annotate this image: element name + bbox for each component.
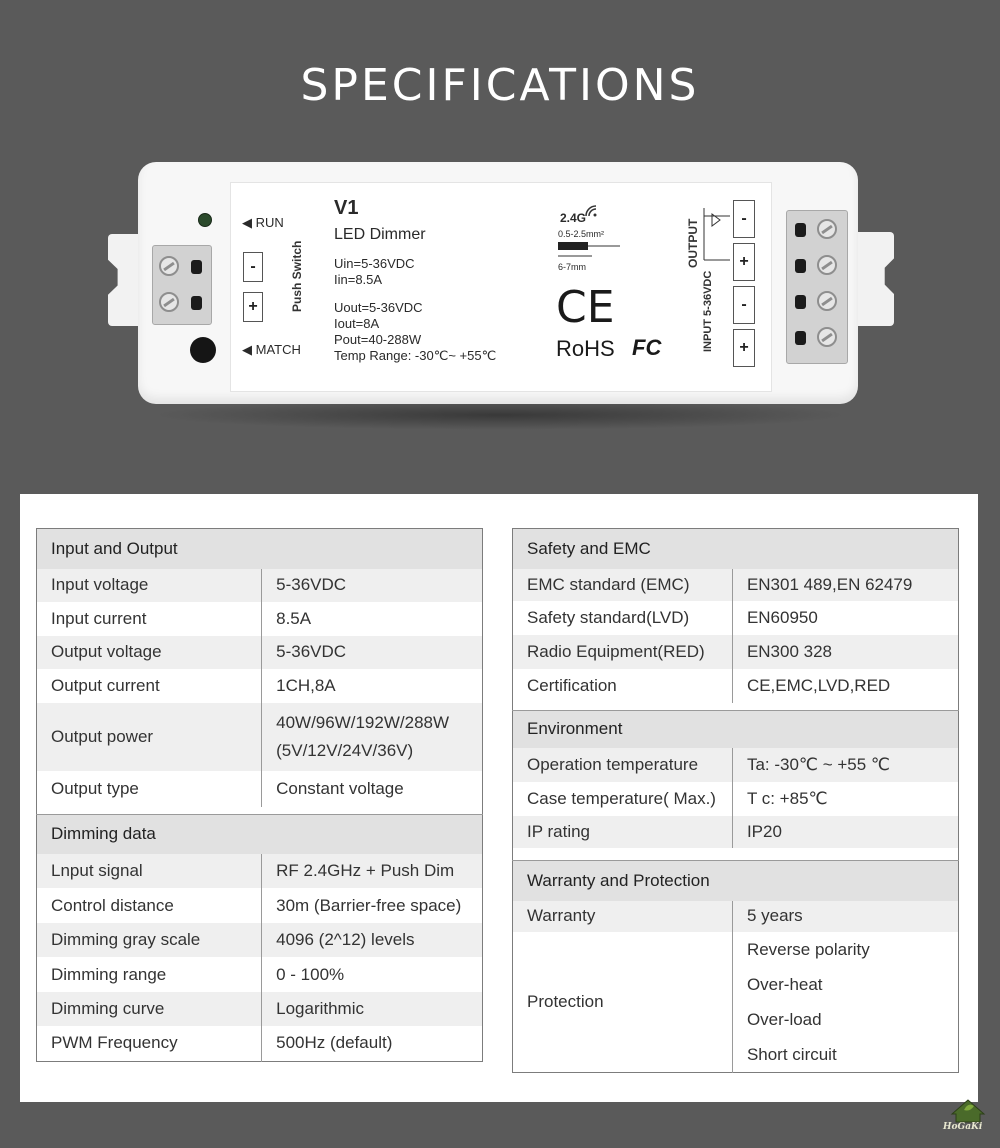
spec-table-left	[36, 528, 483, 1062]
spec-value: 0 - 100%	[276, 964, 345, 984]
table-row	[37, 1026, 483, 1061]
protection-item: Over-heat	[746, 974, 823, 994]
spec-key: Output current	[37, 669, 262, 703]
spec-key: Control distance	[37, 888, 262, 923]
output-plus-box: +	[733, 243, 755, 281]
switch-minus-box: -	[243, 252, 263, 282]
table-row	[37, 771, 483, 807]
rohs-mark: RoHS	[556, 336, 615, 361]
spec-value: 8.5A	[276, 608, 312, 628]
spec-key: Lnput signal	[37, 854, 262, 888]
screw-icon	[817, 255, 837, 275]
table-row	[37, 957, 483, 992]
table-row	[513, 635, 959, 669]
spec-value: EN301 489,EN 62479	[732, 569, 958, 601]
table-row	[513, 748, 959, 782]
spec-value: EN300 328	[732, 635, 958, 669]
spec-value-line: 40W/96W/192W/288W	[276, 712, 450, 732]
spec-value	[262, 703, 483, 771]
rf-label: 2.4G	[560, 211, 587, 225]
temp-range-label: Temp Range: -30℃~ +55℃	[334, 348, 497, 363]
section-header	[37, 529, 483, 569]
table-row	[513, 932, 959, 1073]
input-minus-box: -	[733, 286, 755, 324]
match-label: ◀ MATCH	[242, 342, 301, 357]
section-title: Safety and EMC	[513, 529, 959, 569]
table-row	[513, 601, 959, 635]
spec-value: T c: +85℃	[746, 789, 828, 808]
spec-value: 1CH,8A	[276, 675, 336, 695]
wire-hole	[191, 260, 202, 274]
protection-item: Over-load	[746, 1009, 822, 1029]
push-switch-label: Push Switch	[290, 240, 304, 312]
table-row	[37, 854, 483, 888]
table-row	[37, 992, 483, 1026]
spec-key: Dimming curve	[37, 992, 262, 1026]
table-row	[513, 669, 959, 703]
protection-item: Short circuit	[746, 1044, 837, 1064]
screw-icon	[159, 256, 179, 276]
table-row	[37, 636, 483, 669]
page-title: SPECIFICATIONS	[300, 60, 700, 111]
section-header	[513, 710, 959, 748]
spec-key: Certification	[513, 669, 733, 703]
switch-plus-box: +	[243, 292, 263, 322]
spec-value: RF 2.4GHz + Push Dim	[262, 854, 483, 888]
spec-key: Output power	[37, 703, 262, 771]
spec-key: Safety standard(LVD)	[513, 601, 733, 635]
output-schematic-icon	[700, 206, 734, 264]
section-header	[513, 861, 959, 901]
spec-value: Ta: -30℃ ~ +55 ℃	[732, 748, 958, 782]
table-row	[513, 782, 959, 816]
device-shadow	[150, 400, 850, 430]
pout-label: Pout=40-288W	[334, 332, 422, 347]
spec-value: IP20	[732, 816, 958, 848]
spec-key: Input current	[37, 602, 262, 636]
run-led-icon	[198, 213, 212, 227]
brand-logo-text: HoGaKi	[943, 1122, 983, 1132]
spec-key: Input voltage	[37, 569, 262, 602]
run-label: ◀ RUN	[242, 215, 284, 230]
wire-hole	[795, 259, 806, 273]
screw-icon	[817, 219, 837, 239]
spec-key: IP rating	[513, 816, 733, 848]
protection-item: Reverse polarity	[746, 939, 870, 959]
wire-hole	[795, 223, 806, 237]
wire-hole	[795, 295, 806, 309]
spec-key: Operation temperature	[513, 748, 733, 782]
spec-value-line: (5V/12V/24V/36V)	[276, 740, 414, 760]
wire-size-label: 0.5-2.5mm²	[558, 229, 605, 239]
strip-length-label: 6-7mm	[558, 262, 587, 272]
spec-value	[732, 932, 958, 1073]
product-name-label: LED Dimmer	[334, 226, 426, 243]
spec-value: 4096 (2^12) levels	[262, 923, 483, 957]
input-plus-box: +	[733, 329, 755, 367]
spec-key: Warranty	[513, 901, 733, 932]
spec-value: 5 years	[732, 901, 958, 932]
spec-value: 5-36VDC	[262, 569, 483, 602]
spec-key: Case temperature( Max.)	[513, 782, 733, 816]
section-title: Dimming data	[37, 814, 483, 854]
section-gap	[513, 703, 959, 711]
table-row	[513, 569, 959, 601]
table-row	[513, 816, 959, 848]
section-title: Input and Output	[37, 529, 483, 569]
uout-label: Uout=5-36VDC	[334, 300, 423, 315]
table-row	[513, 901, 959, 932]
table-row	[37, 703, 483, 771]
section-header	[513, 529, 959, 569]
screw-icon	[817, 291, 837, 311]
iin-label: Iin=8.5A	[334, 272, 383, 287]
device-label	[230, 182, 772, 392]
spec-value: 30m (Barrier-free space)	[276, 895, 462, 915]
spec-value: Logarithmic	[262, 992, 483, 1026]
table-row	[37, 569, 483, 602]
iout-label: Iout=8A	[334, 316, 380, 331]
spec-value: 5-36VDC	[262, 636, 483, 669]
spec-key: Output voltage	[37, 636, 262, 669]
table-row	[37, 669, 483, 703]
match-button[interactable]	[190, 337, 216, 363]
output-terminal-block	[786, 210, 848, 364]
uin-label: Uin=5-36VDC	[334, 256, 415, 271]
spec-key: Protection	[513, 932, 733, 1073]
spec-value: CE,EMC,LVD,RED	[746, 675, 891, 695]
table-row	[37, 602, 483, 636]
spec-table-right	[512, 528, 959, 1073]
model-label: V1	[334, 197, 359, 219]
spec-value: EN60950	[746, 607, 818, 627]
spec-key: Dimming gray scale	[37, 923, 262, 957]
output-label: OUTPUT	[686, 218, 700, 268]
screw-icon	[817, 327, 837, 347]
wifi-icon	[584, 204, 598, 218]
section-title: Warranty and Protection	[513, 861, 959, 901]
input-label: INPUT 5-36VDC	[702, 270, 714, 352]
ce-mark: CE	[556, 282, 615, 333]
section-header	[37, 814, 483, 854]
spec-key: Output type	[37, 771, 262, 807]
spec-key: Dimming range	[37, 957, 262, 992]
wire-hole	[191, 296, 202, 310]
spec-key: Radio Equipment(RED)	[513, 635, 733, 669]
section-title: Environment	[513, 710, 959, 748]
input-terminal-block	[152, 245, 212, 325]
section-gap	[37, 807, 483, 815]
wire-strip-icon	[556, 240, 626, 264]
table-row	[37, 923, 483, 957]
spec-value: 500Hz (default)	[276, 1033, 393, 1053]
section-gap	[513, 848, 959, 861]
table-row	[37, 888, 483, 923]
wire-hole	[795, 331, 806, 345]
spec-value: Constant voltage	[276, 778, 404, 798]
output-minus-box: -	[733, 200, 755, 238]
spec-key: PWM Frequency	[37, 1026, 262, 1061]
fc-mark: FC	[632, 335, 662, 360]
spec-key: EMC standard (EMC)	[513, 569, 733, 601]
screw-icon	[159, 292, 179, 312]
